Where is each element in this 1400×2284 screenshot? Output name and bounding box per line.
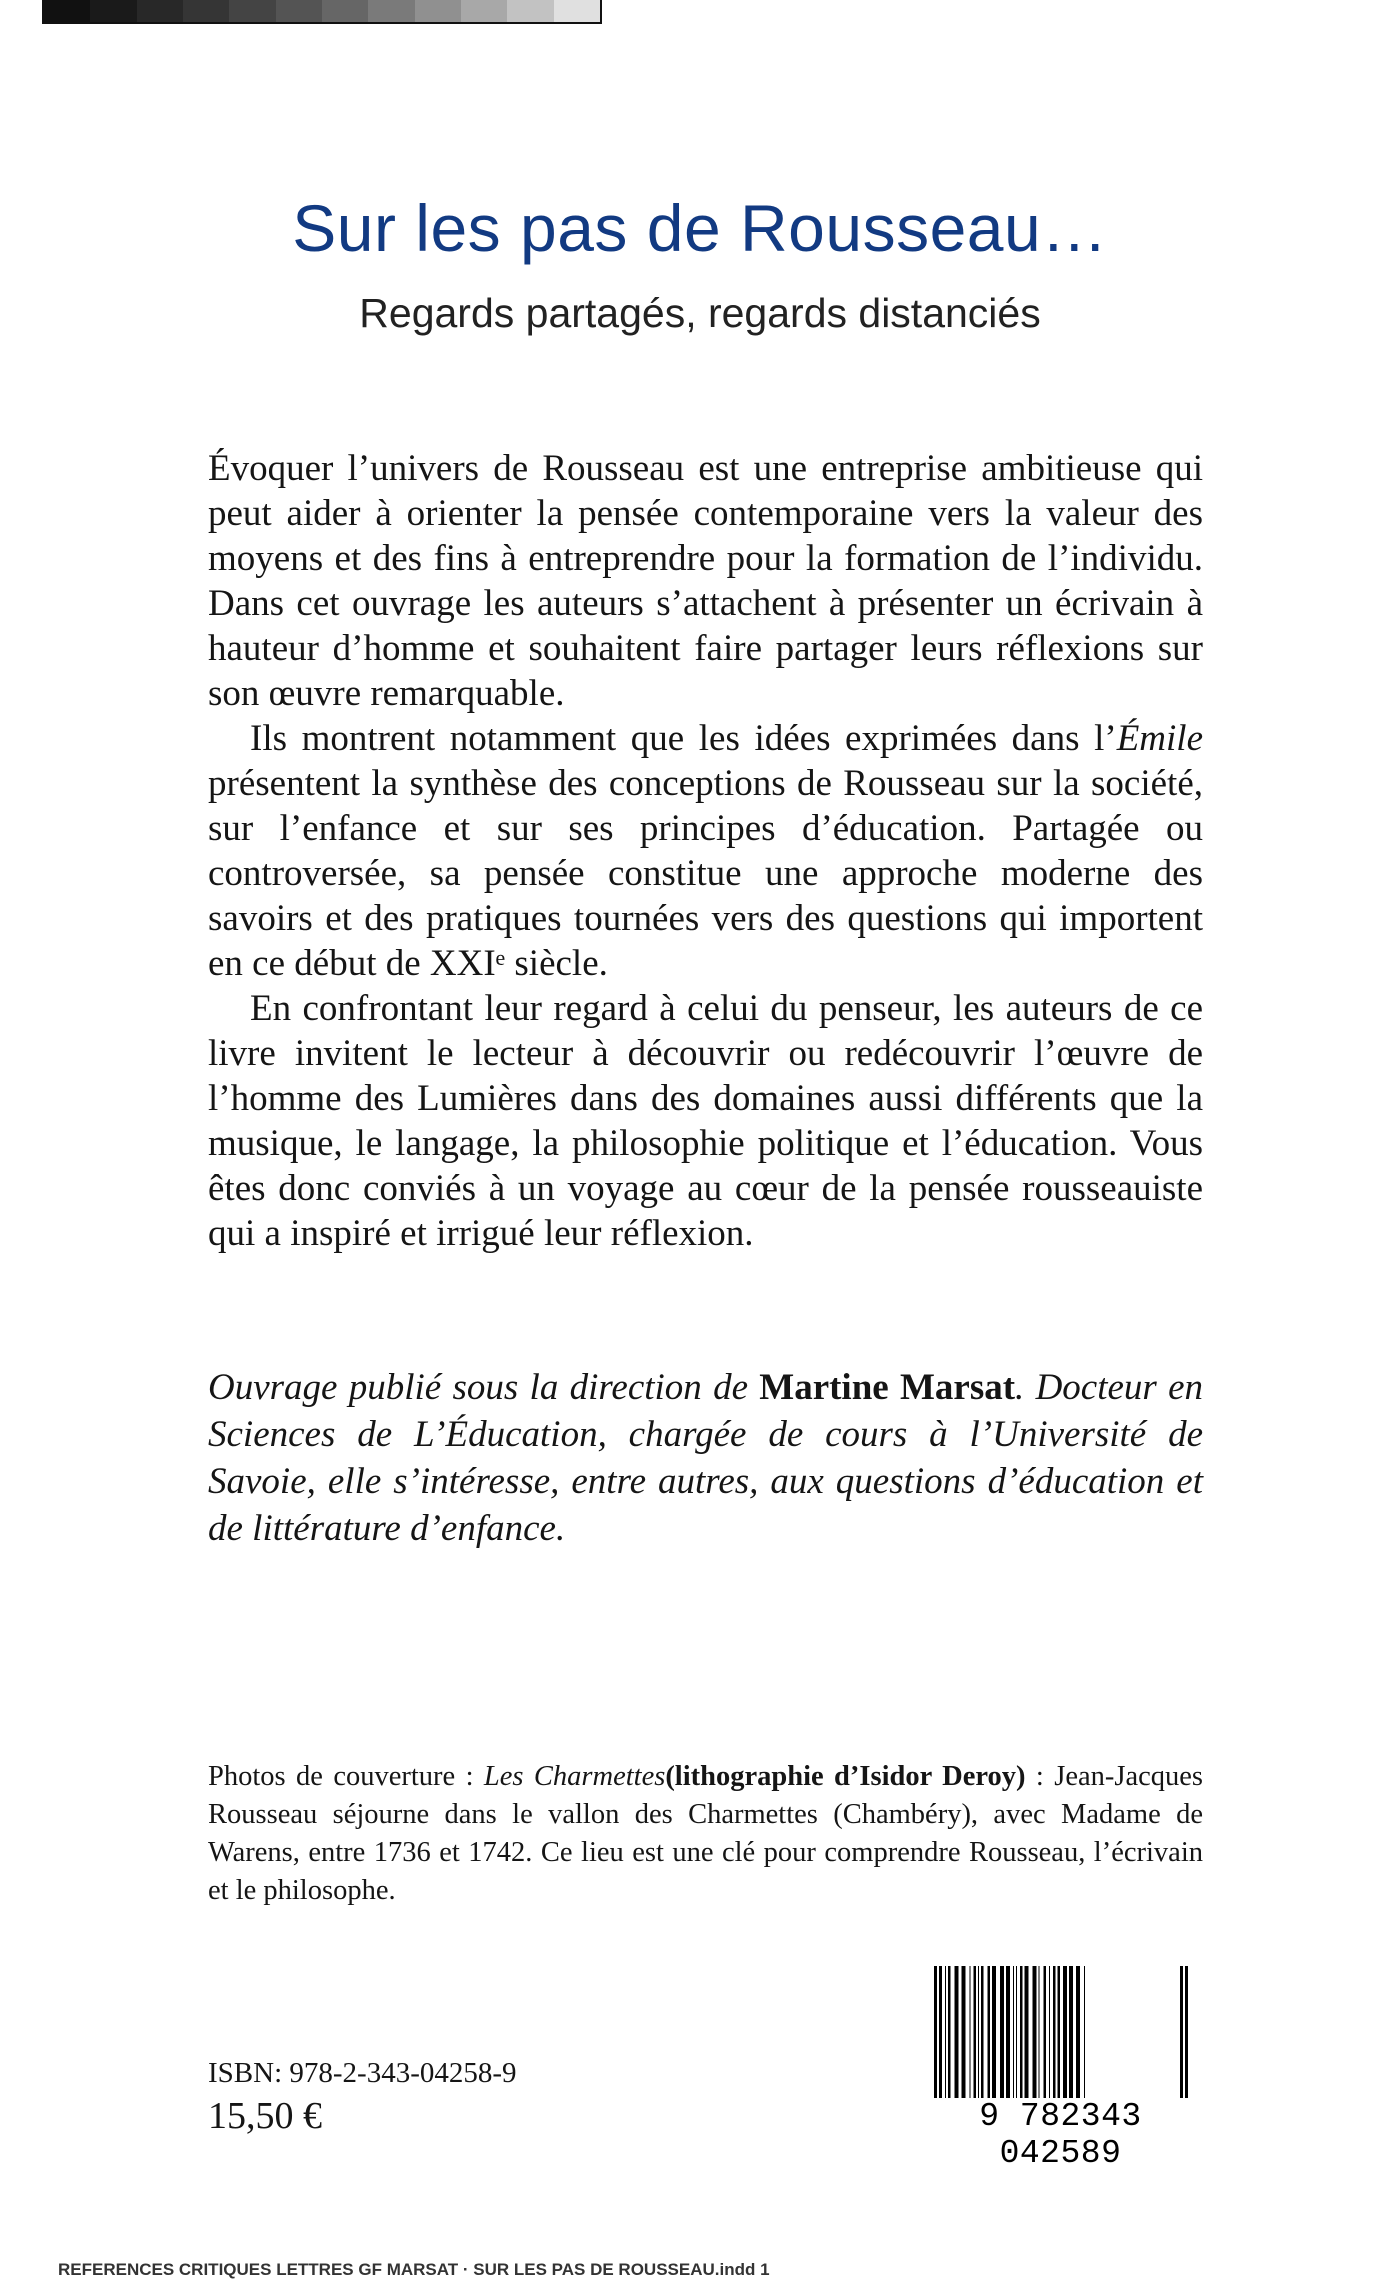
book-title: Sur les pas de Rousseau… [292,191,1108,265]
barcode-bar [945,1966,946,2102]
calibration-swatch [229,0,275,22]
book-subtitle: Regards partagés, regards distanciés [359,290,1041,336]
barcode-bar [1058,1966,1061,2102]
calibration-swatch [415,0,461,22]
calibration-swatch [368,0,414,22]
barcode-bar [988,1966,991,2102]
calibration-swatch [137,0,183,22]
photo-credit-label: Photos de couverture : [208,1761,484,1792]
barcode-bar [1084,1966,1085,2102]
isbn-label: ISBN: 978-2-343-04258-9 [208,2057,517,2089]
print-slug-line: REFERENCES CRITIQUES LETTRES GF MARSAT · SUR LES PAS DE ROUSSEAU.indd 1 [58,2260,770,2279]
barcode-bars [918,1966,1203,2116]
calibration-swatch [507,0,553,22]
blurb-p2-end: présentent la synthèse des conceptions de Rousseau sur la société, sur l’enfance et sur ses principes d’éducation. Partagée ou controversée, sa pensée constitue une approche moderne des savoirs et des pratiques tournées vers des questions qui importent en ce début de XXIᵉ siècle. [208,763,1203,984]
barcode-bar [939,1966,942,2116]
emile-title: Émile [1116,718,1203,759]
barcode-bar [1000,1966,1004,2102]
blurb-paragraph-2 [208,716,1203,986]
calibration-swatch [44,0,90,22]
bio-details: . Docteur en Sciences de L’Éducation, chargée de cours à l’Université de Savoie, elle s’intéresse, entre autres, aux questions d’éducation et de littérature d’enfance. [208,1367,1203,1549]
barcode-bar [955,1966,959,2102]
barcode-bar [1020,1966,1023,2102]
blurb-p2-start: Ils montrent notamment que les idées exprimées dans l’ [250,718,1117,759]
barcode-bar [934,1966,937,2116]
barcode-bar [970,1966,971,2102]
barcode-number: 9 782343 042589 [918,2098,1203,2172]
calibration-swatch [554,0,600,22]
barcode-bar [962,1966,966,2102]
photo-credit [208,1758,1203,1910]
photo-title: Les Charmettes [483,1761,666,1792]
barcode-bar [1033,1966,1037,2102]
barcode-bar [978,1966,979,2102]
calibration-swatch [183,0,229,22]
barcode-bar [1053,1966,1056,2102]
barcode-bar [1069,1966,1073,2102]
barcode-bar [1049,1966,1050,2102]
barcode-bar [992,1966,996,2102]
calibration-swatch [322,0,368,22]
photo-credit-text: : Jean-Jacques Rousseau séjourne dans le vallon des Charmettes (Chambéry), avec Madame de Warens, entre 1736 et 1742. Ce lieu est une clé pour comprendre Rousseau, l’écrivain et le philosophe. [208,1761,1203,1906]
color-calibration-strip [42,0,602,24]
barcode-bar [1039,1966,1040,2102]
price-label: 15,50 € [208,2095,322,2137]
barcode-bar [1185,1966,1188,2116]
barcode-bar [1076,1966,1080,2102]
calibration-swatch [90,0,136,22]
barcode-bar [1044,1966,1047,2102]
bio-intro: Ouvrage publié sous la direction de [208,1367,760,1408]
blurb-paragraph-3: En confrontant leur regard à celui du penseur, les auteurs de ce livre invitent le lecteur à découvrir ou redécouvrir l’œuvre de l’homme des Lumières dans des domaines aussi différents que la musique, le langage, la philosophie politique et l’éducation. Vous êtes donc conviés à un voyage au cœur de la pensée rousseauiste qui a inspiré et irrigué leur réflexion. [208,988,1203,1254]
calibration-swatch [461,0,507,22]
barcode-bar [1013,1966,1014,2102]
photo-lithograph-credit: (lithographie d’Isidor Deroy) [665,1761,1026,1792]
editor-name: Martine Marsat [759,1367,1016,1408]
isbn-barcode [918,1966,1203,2172]
blurb-paragraph-1: Évoquer l’univers de Rousseau est une entreprise ambitieuse qui peut aider à orienter la pensée contemporaine vers la valeur des moyens et des fins à entreprendre pour la formation de l’individu. Dans cet ouvrage les auteurs s’attachent à présenter un écrivain à hauteur d’homme et souhaitent faire partager leurs réflexions sur son œuvre remarquable. [208,448,1203,714]
barcode-bar [1025,1966,1029,2102]
barcode-bar [974,1966,977,2102]
barcode-bar [1063,1966,1067,2102]
barcode-bar [981,1966,984,2102]
calibration-swatch [276,0,322,22]
back-cover-blurb [208,446,1203,1256]
barcode-bar [1016,1966,1017,2102]
editor-bio [208,1364,1203,1552]
barcode-bar [1180,1966,1183,2116]
barcode-bar [948,1966,951,2102]
barcode-bar [1006,1966,1010,2102]
